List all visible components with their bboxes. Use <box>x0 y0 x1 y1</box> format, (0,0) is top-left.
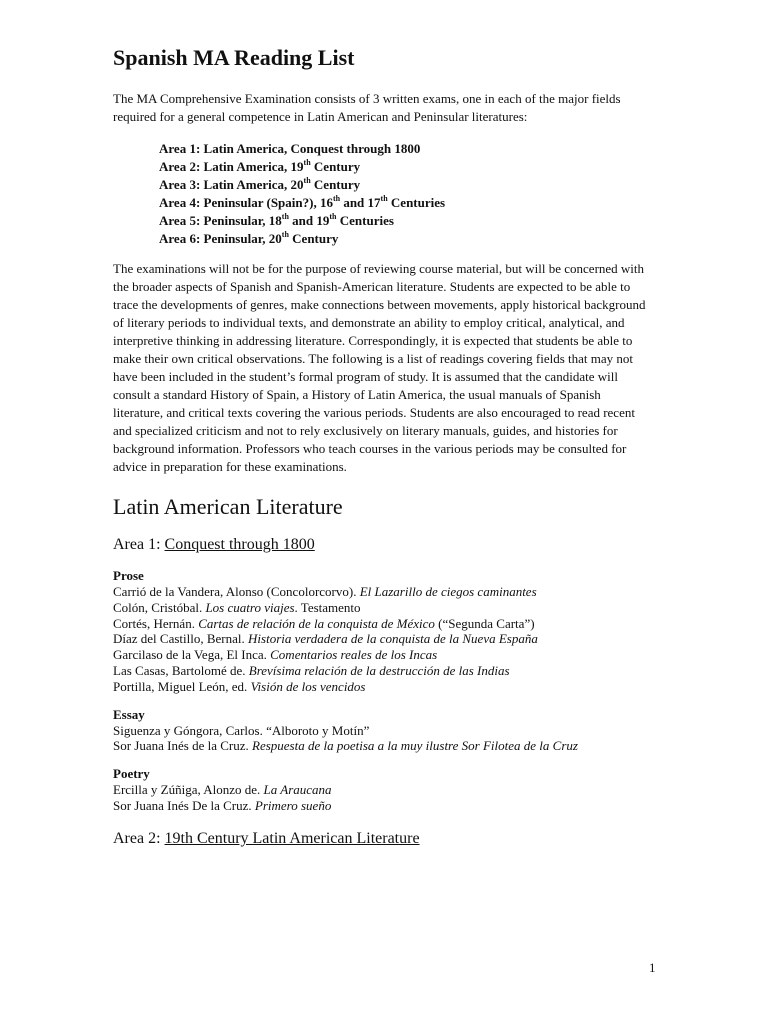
list-item: Portilla, Miguel León, ed. Visión de los vencidos <box>113 678 366 694</box>
poetry-heading: Poetry <box>113 766 150 782</box>
area-item: Area 4: Peninsular (Spain?), 16th and 17th Centuries <box>159 193 446 210</box>
document-page <box>113 44 653 850</box>
area-item: Area 3: Latin America, 20th Century <box>159 175 361 192</box>
essay-section <box>113 707 653 755</box>
page-number: 1 <box>649 960 656 975</box>
exam-areas-list <box>159 140 653 248</box>
exam-description-paragraph: The examinations will not be for the purpose of reviewing course material, but will be concerned with the broader aspects of Spanish and Spanish-American literature. Students are expected to be able to trace the developments of genres, make connections between movements, apply historical background of literary periods to individual texts, and demonstrate an ability to employ critical, analytical, and interpretive thinking in addressing literature. Correspondingly, it is expected that students be able to make their own critical observations. The following is a list of readings covering fields that may not have been included in the student’s formal program of study. It is assumed that the candidate will consult a standard History of Spain, a History of Latin America, the usual manuals of Spanish literature, and critical texts covering the various periods. Students are also encouraged to read recent and specialized criticism and not to rely exclusively on literary manuals, guides, and histories for background information. Professors who teach courses in the various periods may be consulted for advice in preparation for these examinations. <box>113 261 646 474</box>
list-item: Carrió de la Vandera, Alonso (Concolorcorvo). El Lazarillo de ciegos caminantes <box>113 584 537 599</box>
list-item: Sor Juana Inés de la Cruz. Respuesta de la poetisa a la muy ilustre Sor Filotea de la Cruz <box>113 738 578 754</box>
list-item: Garcilaso de la Vega, El Inca. Comentarios reales de los Incas <box>113 647 438 663</box>
area2-heading: Area 2: 19th Century Latin American Literature <box>113 829 420 847</box>
section-heading-latin-american-literature: Latin American Literature <box>113 494 343 519</box>
area-item: Area 5: Peninsular, 18th and 19th Centuries <box>159 211 394 228</box>
essay-heading: Essay <box>113 706 145 722</box>
prose-section <box>113 568 653 695</box>
list-item: Díaz del Castillo, Bernal. Historia verdadera de la conquista de la Nueva España <box>113 631 538 647</box>
area1-heading: Area 1: Conquest through 1800 <box>113 536 315 553</box>
page-title: Spanish MA Reading List <box>113 45 355 70</box>
list-item: Las Casas, Bartolomé de. Brevísima relación de la destrucción de las Indias <box>113 662 510 678</box>
prose-heading: Prose <box>113 568 144 583</box>
poetry-section <box>113 766 653 814</box>
area-item: Area 6: Peninsular, 20th Century <box>159 229 339 246</box>
list-item: Siguenza y Góngora, Carlos. “Alboroto y Motín” <box>113 722 370 738</box>
intro-paragraph: The MA Comprehensive Examination consists of 3 written exams, one in each of the major fields required for a general competence in Latin American and Peninsular literatures: <box>113 91 621 124</box>
list-item: Colón, Cristóbal. Los cuatro viajes. Testamento <box>113 599 361 615</box>
list-item: Sor Juana Inés De la Cruz. Primero sueño <box>113 797 332 813</box>
area-item: Area 1: Latin America, Conquest through 1800 <box>159 141 421 156</box>
list-item: Ercilla y Zúñiga, Alonzo de. La Araucana <box>113 782 332 798</box>
area-item: Area 2: Latin America, 19th Century <box>159 157 361 174</box>
list-item: Cortés, Hernán. Cartas de relación de la conquista de México (“Segunda Carta”) <box>113 615 535 631</box>
